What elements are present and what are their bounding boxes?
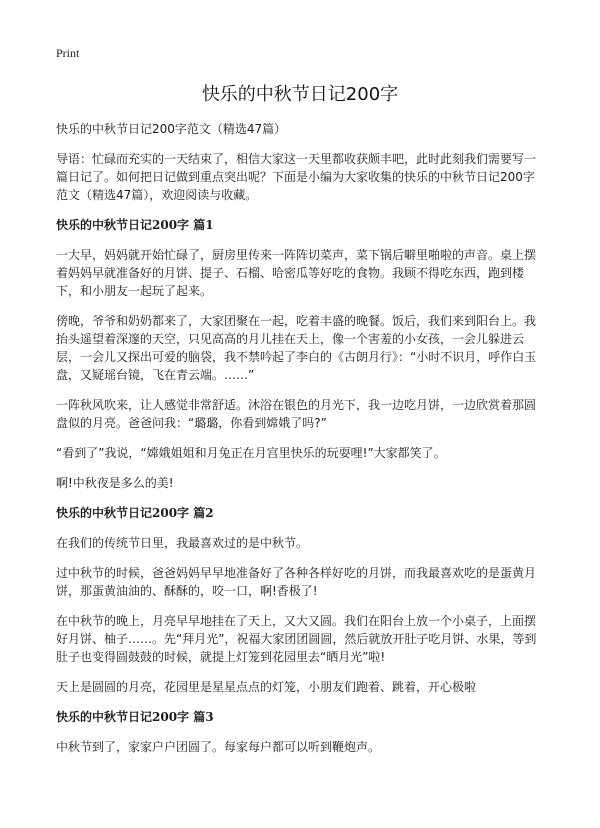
paragraph: 天上是圆圆的月亮，花园里是星星点点的灯笼，小朋友们跑着、跳着，开心极啦 [56,680,477,694]
section-heading-1: 快乐的中秋节日记200字 篇1 [56,218,214,232]
paragraph: “看到了”我说，“嫦娥姐姐和月兔正在月宫里快乐的玩耍哩!”大家都笑了。 [56,446,446,460]
print-link[interactable]: Print [56,46,80,60]
paragraph: 啊!中秋夜是多么的美! [56,476,174,490]
page-title: 快乐的中秋节日记200字 [201,84,399,105]
intro-paragraph: 导语：忙碌而充实的一天结束了，相信大家这一天里都收获颇丰吧，此时此刻我们需要写一篇日记了。如何把日记做到重点突出呢？下面是小编为大家收集的快乐的中秋节日记200字范文（精选47篇），欢迎阅读与收藏。 [56,152,537,202]
paragraph: 过中秋节的时候，爸爸妈妈早早地准备好了各种各样好吃的月饼，而我最喜欢吃的是蛋黄月饼，那蛋黄油油的、酥酥的，咬一口，啊!香极了! [56,566,537,598]
paragraph: 中秋节到了，家家户户团圆了。每家每户都可以听到鞭炮声。 [56,740,381,754]
article-body [56,120,546,768]
article-subtitle: 快乐的中秋节日记200字范文（精选47篇） [56,122,287,136]
paragraph: 一大早，妈妈就开始忙碌了，厨房里传来一阵阵切菜声，菜下锅后噼里啪啦的声音。桌上摆着妈妈早就准备好的月饼、提子、石榴、哈密瓜等好吃的食物。我顾不得吃东西，跑到楼下，和小朋友一起玩了起来。 [56,248,537,298]
section-heading-3: 快乐的中秋节日记200字 篇3 [56,710,214,724]
paragraph: 一阵秋风吹来，让人感觉非常舒适。沐浴在银色的月光下，我一边吃月饼，一边欣赏着那圆盘似的月亮。爸爸问我：“璐璐，你看到嫦娥了吗?” [56,398,537,430]
paragraph: 在中秋节的晚上，月亮早早地挂在了天上，又大又圆。我们在阳台上放一个小桌子，上面摆好月饼、柚子……。先“拜月光”，祝福大家团团圆圆，然后就放开肚子吃月饼、水果，等到肚子也变得圆鼓鼓的时候，就提上灯笼到花园里去“晒月光”啦! [56,614,537,664]
section-heading-2: 快乐的中秋节日记200字 篇2 [56,506,214,520]
paragraph: 在我们的传统节日里，我最喜欢过的是中秋节。 [56,536,309,550]
paragraph: 傍晚，爷爷和奶奶都来了，大家团聚在一起，吃着丰盛的晚餐。饭后，我们来到阳台上。我抬头遥望着深邃的天空，只见高高的月儿挂在天上，像一个害羞的小女孩，一会儿躲进云层，一会儿又探出可爱的脑袋，我不禁吟起了李白的《古朗月行》：“小时不识月，呼作白玉盘，又疑瑶台镜，飞在青云端。……” [56,314,537,382]
